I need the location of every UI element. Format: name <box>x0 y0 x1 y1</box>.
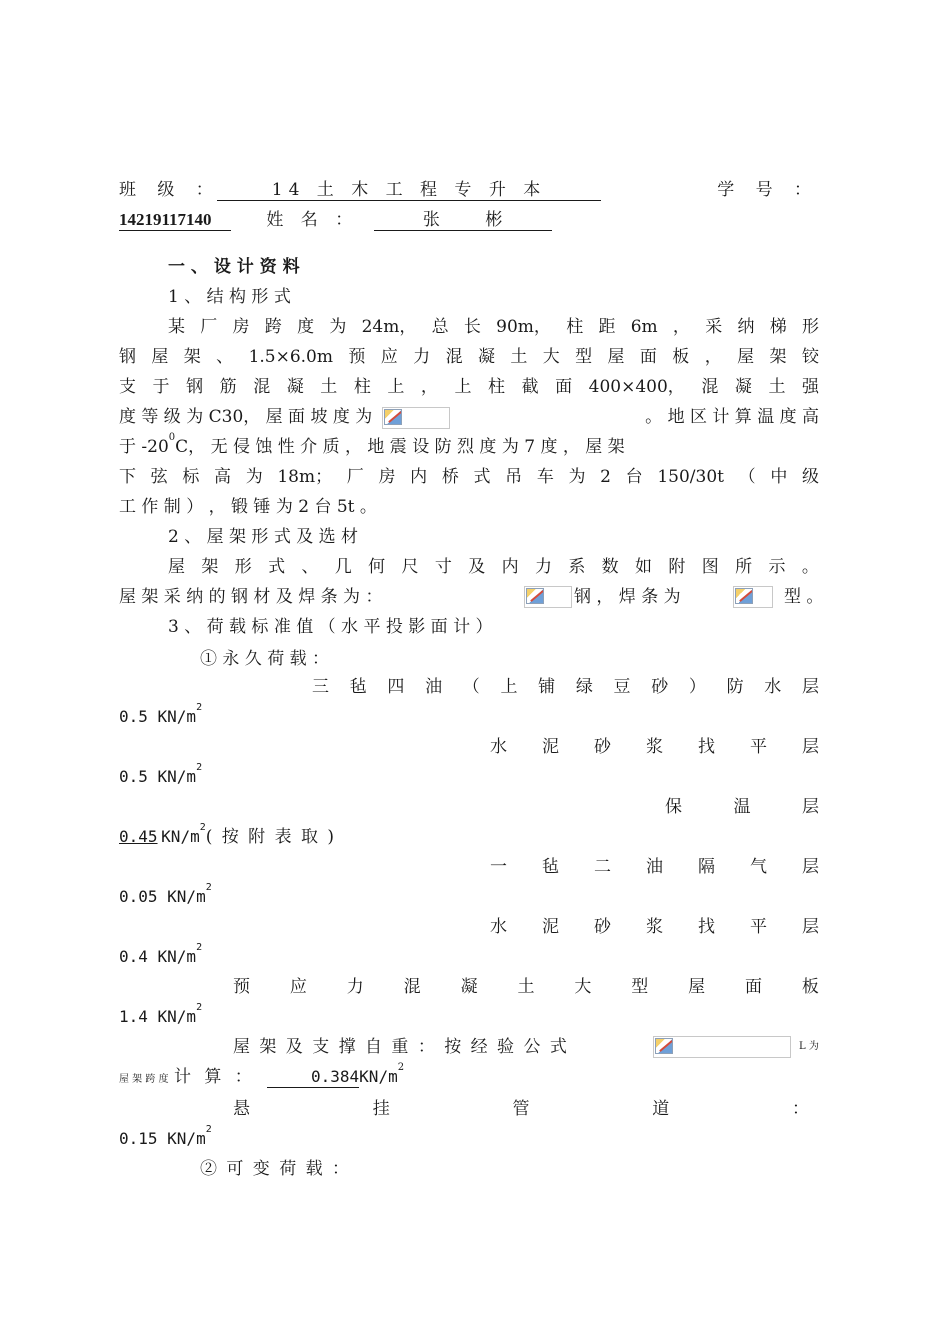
calc-label: 计 算 ： <box>173 1067 256 1087</box>
subsection-2-title: 2 、 屋 架 形 式 及 选 材 <box>168 527 359 547</box>
span-note: L 为 <box>799 1041 819 1052</box>
self-weight-value: 0.384 <box>267 1067 359 1088</box>
self-weight-text: 屋 架 及 支 撑 自 重 ： 按 经 验 公 式 <box>233 1037 569 1057</box>
paragraph-text: 度 等 级 为 C30， 屋 面 坡 度 为 <box>119 407 373 427</box>
self-weight-row <box>233 1035 833 1059</box>
variable-load-title: ② 可 变 荷 载 ： <box>200 1159 352 1179</box>
load-value: 0.5 $KN/m^2$ <box>119 762 203 786</box>
name-value: 张 彬 <box>374 210 552 231</box>
self-weight-unit: KN/m <box>359 1067 398 1086</box>
load-value: 0.45 $KN/m^2$( 按 附 表 取 ) <box>119 822 337 847</box>
paragraph-text: 屋 架 采 纳 的 钢 材 及 焊 条 为 ： <box>119 587 383 607</box>
paragraph-text: 型 。 <box>784 587 824 607</box>
pipe-row: 悬 挂 管 道 ： <box>233 1099 809 1119</box>
class-label: 班 级 ： <box>119 180 221 200</box>
subsection-3-title: 3 、 荷 载 标 准 值 （ 水 平 投 影 面 计 ） <box>168 617 493 637</box>
section-title: 一 、 设 计 资 料 <box>168 257 300 277</box>
student-id-label: 学 号 ： <box>717 180 819 200</box>
paragraph-line: 支 于 钢 筋 混 凝 土 柱 上 ， 上 柱 截 面 400×400， 混 凝 土 强 <box>119 377 819 397</box>
load-value: 0.05 $KN/m^2$ <box>119 882 212 906</box>
paragraph-line <box>119 405 819 429</box>
paragraph-line: 某 厂 房 跨 度 为 24m， 总 长 90m， 柱 距 6m ， 采 纳 梯 形 <box>168 317 819 337</box>
student-id-value: 14219117140 <box>119 210 231 231</box>
load-name: 预 应 力 混 凝 土 大 型 屋 面 板 <box>233 977 819 997</box>
slope-formula-image-icon <box>382 407 450 429</box>
steel-grade-image-icon <box>524 586 572 608</box>
paragraph-text: 。 地 区 计 算 温 度 高 <box>645 407 819 427</box>
load-value: 0.5 $KN/m^2$ <box>119 702 203 726</box>
paragraph-line: 工 作 制 ） ， 锻 锤 为 2 台 5t 。 <box>119 497 377 517</box>
self-weight-calc-row: 屋 架 跨 度 计 算 ： $0.384KN/m^2$ <box>119 1062 405 1087</box>
paragraph-line: 钢 屋 架 、 1.5×6.0m 预 应 力 混 凝 土 大 型 屋 面 板 ， 屋 架 铰 <box>119 347 819 367</box>
paragraph-line: 下 弦 标 高 为 18m； 厂 房 内 桥 式 吊 车 为 2 台 150/30t （ 中 级 <box>119 467 819 487</box>
load-value: 1.4 $KN/m^2$ <box>119 1002 203 1026</box>
paragraph-text: 钢 ， 焊 条 为 <box>574 587 681 607</box>
load-name: 水 泥 砂 浆 找 平 层 <box>490 737 819 757</box>
name-row <box>119 208 819 232</box>
paragraph-text: C， 无 侵 蚀 性 介 质 ， 地 震 设 防 烈 度 为 7 度 ， 屋 架 <box>175 437 625 457</box>
superscript: 0 <box>168 432 176 443</box>
name-label: 姓 名 ： <box>266 210 359 230</box>
load-value: 0.4 $KN/m^2$ <box>119 942 203 966</box>
load-name: 一 毡 二 油 隔 气 层 <box>490 857 819 877</box>
load-name: 三 毡 四 油 （ 上 铺 绿 豆 砂 ） 防 水 层 <box>312 677 819 697</box>
paragraph-text: 于 -20 <box>119 437 169 457</box>
electrode-type-image-icon <box>733 586 773 608</box>
class-row <box>119 178 819 202</box>
paragraph-line <box>119 432 819 459</box>
paragraph-line: 屋 架 形 式 、 几 何 尺 寸 及 内 力 系 数 如 附 图 所 示 。 <box>168 557 819 577</box>
load-name: 水 泥 砂 浆 找 平 层 <box>490 917 819 937</box>
paragraph-line <box>119 585 824 609</box>
empirical-formula-image-icon <box>653 1036 791 1058</box>
span-note-2: 屋 架 跨 度 <box>119 1074 169 1085</box>
class-value: 14 土 木 工 程 专 升 本 <box>217 180 601 201</box>
pipe-value: 0.15 $KN/m^2$ <box>119 1124 212 1148</box>
subsection-1-title: 1 、 结 构 形 式 <box>168 287 291 307</box>
permanent-load-title: ① 永 久 荷 载 ： <box>200 649 330 669</box>
load-name: 保 温 层 <box>665 797 819 817</box>
